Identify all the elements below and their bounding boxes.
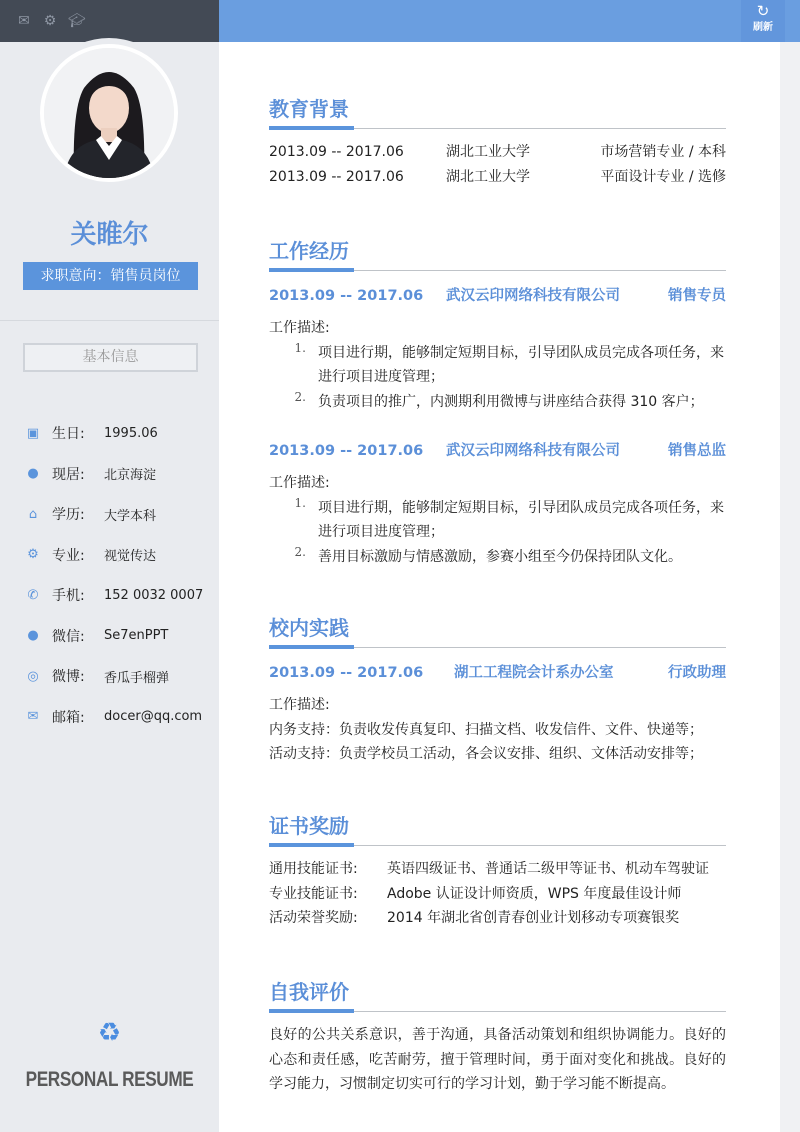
campus-section: 校内实践 2013.09 -- 2017.06 湖工工程院会计系办公室 行政助理 工作描述: 内务支持：负责收发传真复印、扫描文档、收发信件、文件、快递等； 活动支持：负责学校员工活动，各会议安排、组织、文体活动安排等；	[269, 616, 726, 762]
section-underline	[269, 126, 726, 130]
work-entry: 2013.09 -- 2017.06 武汉云印网络科技有限公司 销售专员 工作描述: 1. 项目进行期，能够制定短期目标，引导团队成员完成各项任务，来进行项目进度管理； 2. 负责项目的推广，内测期利用微博与讲座结合获得 310 客户；	[269, 284, 726, 414]
graduation-cap-icon[interactable]: 🎓︎	[68, 13, 86, 29]
top-bar-left	[0, 0, 219, 42]
candidate-name: 关睢尔	[70, 220, 149, 250]
education-section	[269, 95, 726, 189]
gear-icon[interactable]: ⚙	[43, 13, 57, 29]
weibo-icon: ◎	[27, 668, 39, 684]
section-title: 工作经历	[269, 239, 349, 263]
refresh-icon: ↻	[756, 2, 770, 20]
info-row-major: ⚙ 专业: 视觉传达	[24, 535, 203, 576]
certs-section	[269, 812, 726, 931]
education-row: 2013.09 -- 2017.06 湖北工业大学 市场营销专业 / 本科	[269, 144, 726, 160]
job-intent-banner: 求职意向：销售员岗位	[23, 262, 198, 290]
work-section	[269, 237, 726, 569]
section-title: 证书奖励	[269, 814, 349, 838]
list-item: 1. 项目进行期，能够制定短期目标，引导团队成员完成各项任务，来进行项目进度管理；	[294, 340, 724, 385]
cert-row: 活动荣誉奖励: 2014 年湖北省创青春创业计划移动专项赛银奖	[269, 910, 680, 926]
section-underline	[269, 268, 726, 272]
info-row-wechat: ● 微信: Se7enPPT	[24, 616, 203, 657]
wechat-icon: ●	[27, 628, 39, 644]
list-item: 1. 项目进行期，能够制定短期目标，引导团队成员完成各项任务，来进行项目进度管理；	[294, 495, 724, 540]
education-row: 2013.09 -- 2017.06 湖北工业大学 平面设计专业 / 选修	[269, 168, 726, 185]
section-title: 教育背景	[269, 97, 349, 121]
self-eval-section	[269, 978, 726, 1097]
info-row-email: ✉ 邮箱: docer@qq.com	[24, 697, 203, 738]
location-icon: ●	[27, 466, 39, 482]
basic-info-heading: 基本信息	[23, 343, 198, 372]
main-content	[219, 42, 780, 1132]
recycle-icon: ♻	[97, 1018, 122, 1048]
section-underline	[269, 645, 726, 649]
avatar	[40, 44, 178, 182]
info-row-location: ● 现居: 北京海淀	[24, 454, 203, 495]
basic-info-list	[24, 413, 203, 737]
work-entry: 2013.09 -- 2017.06 武汉云印网络科技有限公司 销售总监 工作描述: 1. 项目进行期，能够制定短期目标，引导团队成员完成各项任务，来进行项目进度管理； 2. 善用目标激励与情感激励，参赛小组至今仍保持团队文化。	[269, 439, 726, 569]
personal-resume-label: PERSONAL RESUME	[25, 1068, 194, 1091]
info-row-weibo: ◎ 微博: 香瓜手榴弹	[24, 656, 203, 697]
cert-row: 专业技能证书: Adobe 认证设计师资质，WPS 年度最佳设计师	[269, 885, 682, 902]
cert-row: 通用技能证书: 英语四级证书、普通话二级甲等证书、机动车驾驶证	[269, 861, 709, 877]
section-underline	[269, 1009, 726, 1013]
mail-icon: ✉	[27, 709, 39, 725]
campus-entry-header: 2013.09 -- 2017.06 湖工工程院会计系办公室 行政助理	[269, 665, 726, 681]
calendar-icon: ▣	[26, 425, 40, 441]
sidebar-divider	[0, 320, 219, 321]
info-row-education: ⌂ 学历: 大学本科	[24, 494, 203, 535]
graduation-cap-icon: ⌂	[28, 506, 38, 522]
section-title: 自我评价	[269, 980, 349, 1004]
gear-icon: ⚙	[27, 547, 39, 563]
top-bar	[219, 0, 800, 42]
self-eval-text: 良好的公共关系意识，善于沟通，具备活动策划和组织协调能力。良好的心态和责任感，吃苦耐劳，擅于管理时间，勇于面对变化和挑战。良好的学习能力，习惯制定切实可行的学习计划，勤于学习能不断提高。	[269, 1027, 726, 1092]
section-title: 校内实践	[269, 616, 349, 640]
info-row-birthday: ▣ 生日: 1995.06	[24, 413, 203, 454]
list-item: 2. 善用目标激励与情感激励，参赛小组至今仍保持团队文化。	[294, 544, 682, 565]
section-underline	[269, 843, 726, 847]
phone-icon: ✆	[27, 587, 39, 603]
mail-icon[interactable]: ✉	[18, 13, 30, 29]
list-item: 2. 负责项目的推广，内测期利用微博与讲座结合获得 310 客户；	[294, 389, 704, 410]
info-row-phone: ✆ 手机: 152 0032 0007	[24, 575, 203, 616]
refresh-button[interactable]: ↻ 刷新	[741, 0, 785, 42]
